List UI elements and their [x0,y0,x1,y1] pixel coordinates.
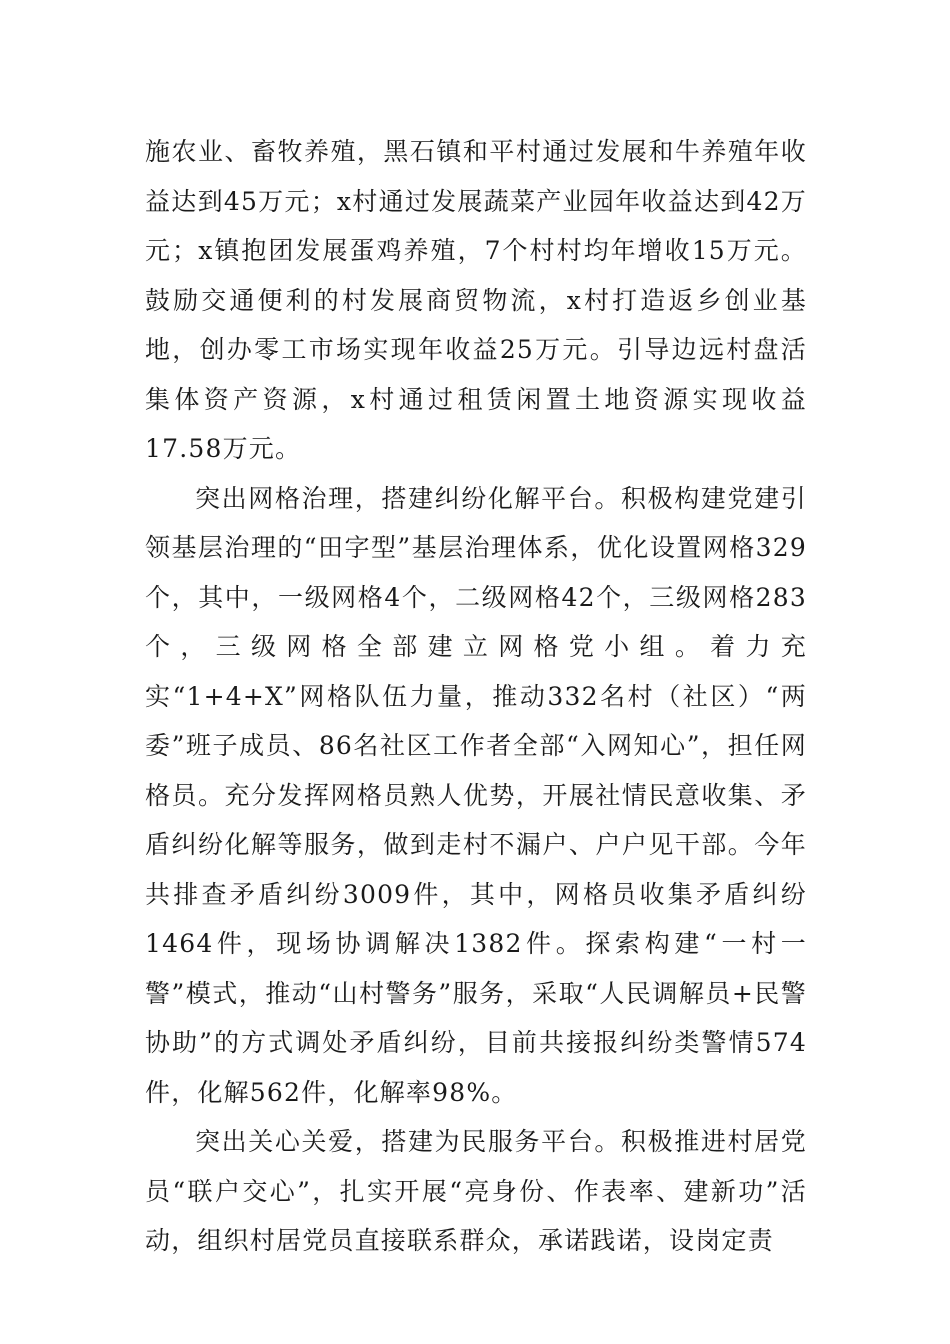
document-body [145,127,807,1266]
paragraph-1: 施农业、畜牧养殖，黑石镇和平村通过发展和牛养殖年收益达到45万元；x村通过发展蔬菜产业园年收益达到42万元；x镇抱团发展蛋鸡养殖，7个村村均年增收15万元。鼓励交通便利的村发展商贸物流，x村打造返乡创业基地，创办零工市场实现年收益25万元。引导边远村盘活集体资产资源，x村通过租赁闲置土地资源实现收益17.58万元。 [145,137,807,463]
paragraph-2: 突出网格治理，搭建纠纷化解平台。积极构建党建引领基层治理的“田字型”基层治理体系，优化设置网格329个，其中，一级网格4个，二级网格42个，三级网格283个，三级网格全部建立网格党小组。着力充实“1+4+X”网格队伍力量，推动332名村（社区）“两委”班子成员、86名社区工作者全部“入网知心”，担任网格员。充分发挥网格员熟人优势，开展社情民意收集、矛盾纠纷化解等服务，做到走村不漏户、户户见干部。今年共排查矛盾纠纷3009件，其中，网格员收集矛盾纠纷1464件，现场协调解决1382件。探索构建“一村一警”模式，推动“山村警务”服务，采取“人民调解员+民警协助”的方式调处矛盾纠纷，目前共接报纠纷类警情574件，化解562件，化解率98%。 [145,483,807,1107]
paragraph-3: 突出关心关爱，搭建为民服务平台。积极推进村居党员“联户交心”，扎实开展“亮身份、作表率、建新功”活动，组织村居党员直接联系群众，承诺践诺，设岗定责 [145,1127,807,1255]
